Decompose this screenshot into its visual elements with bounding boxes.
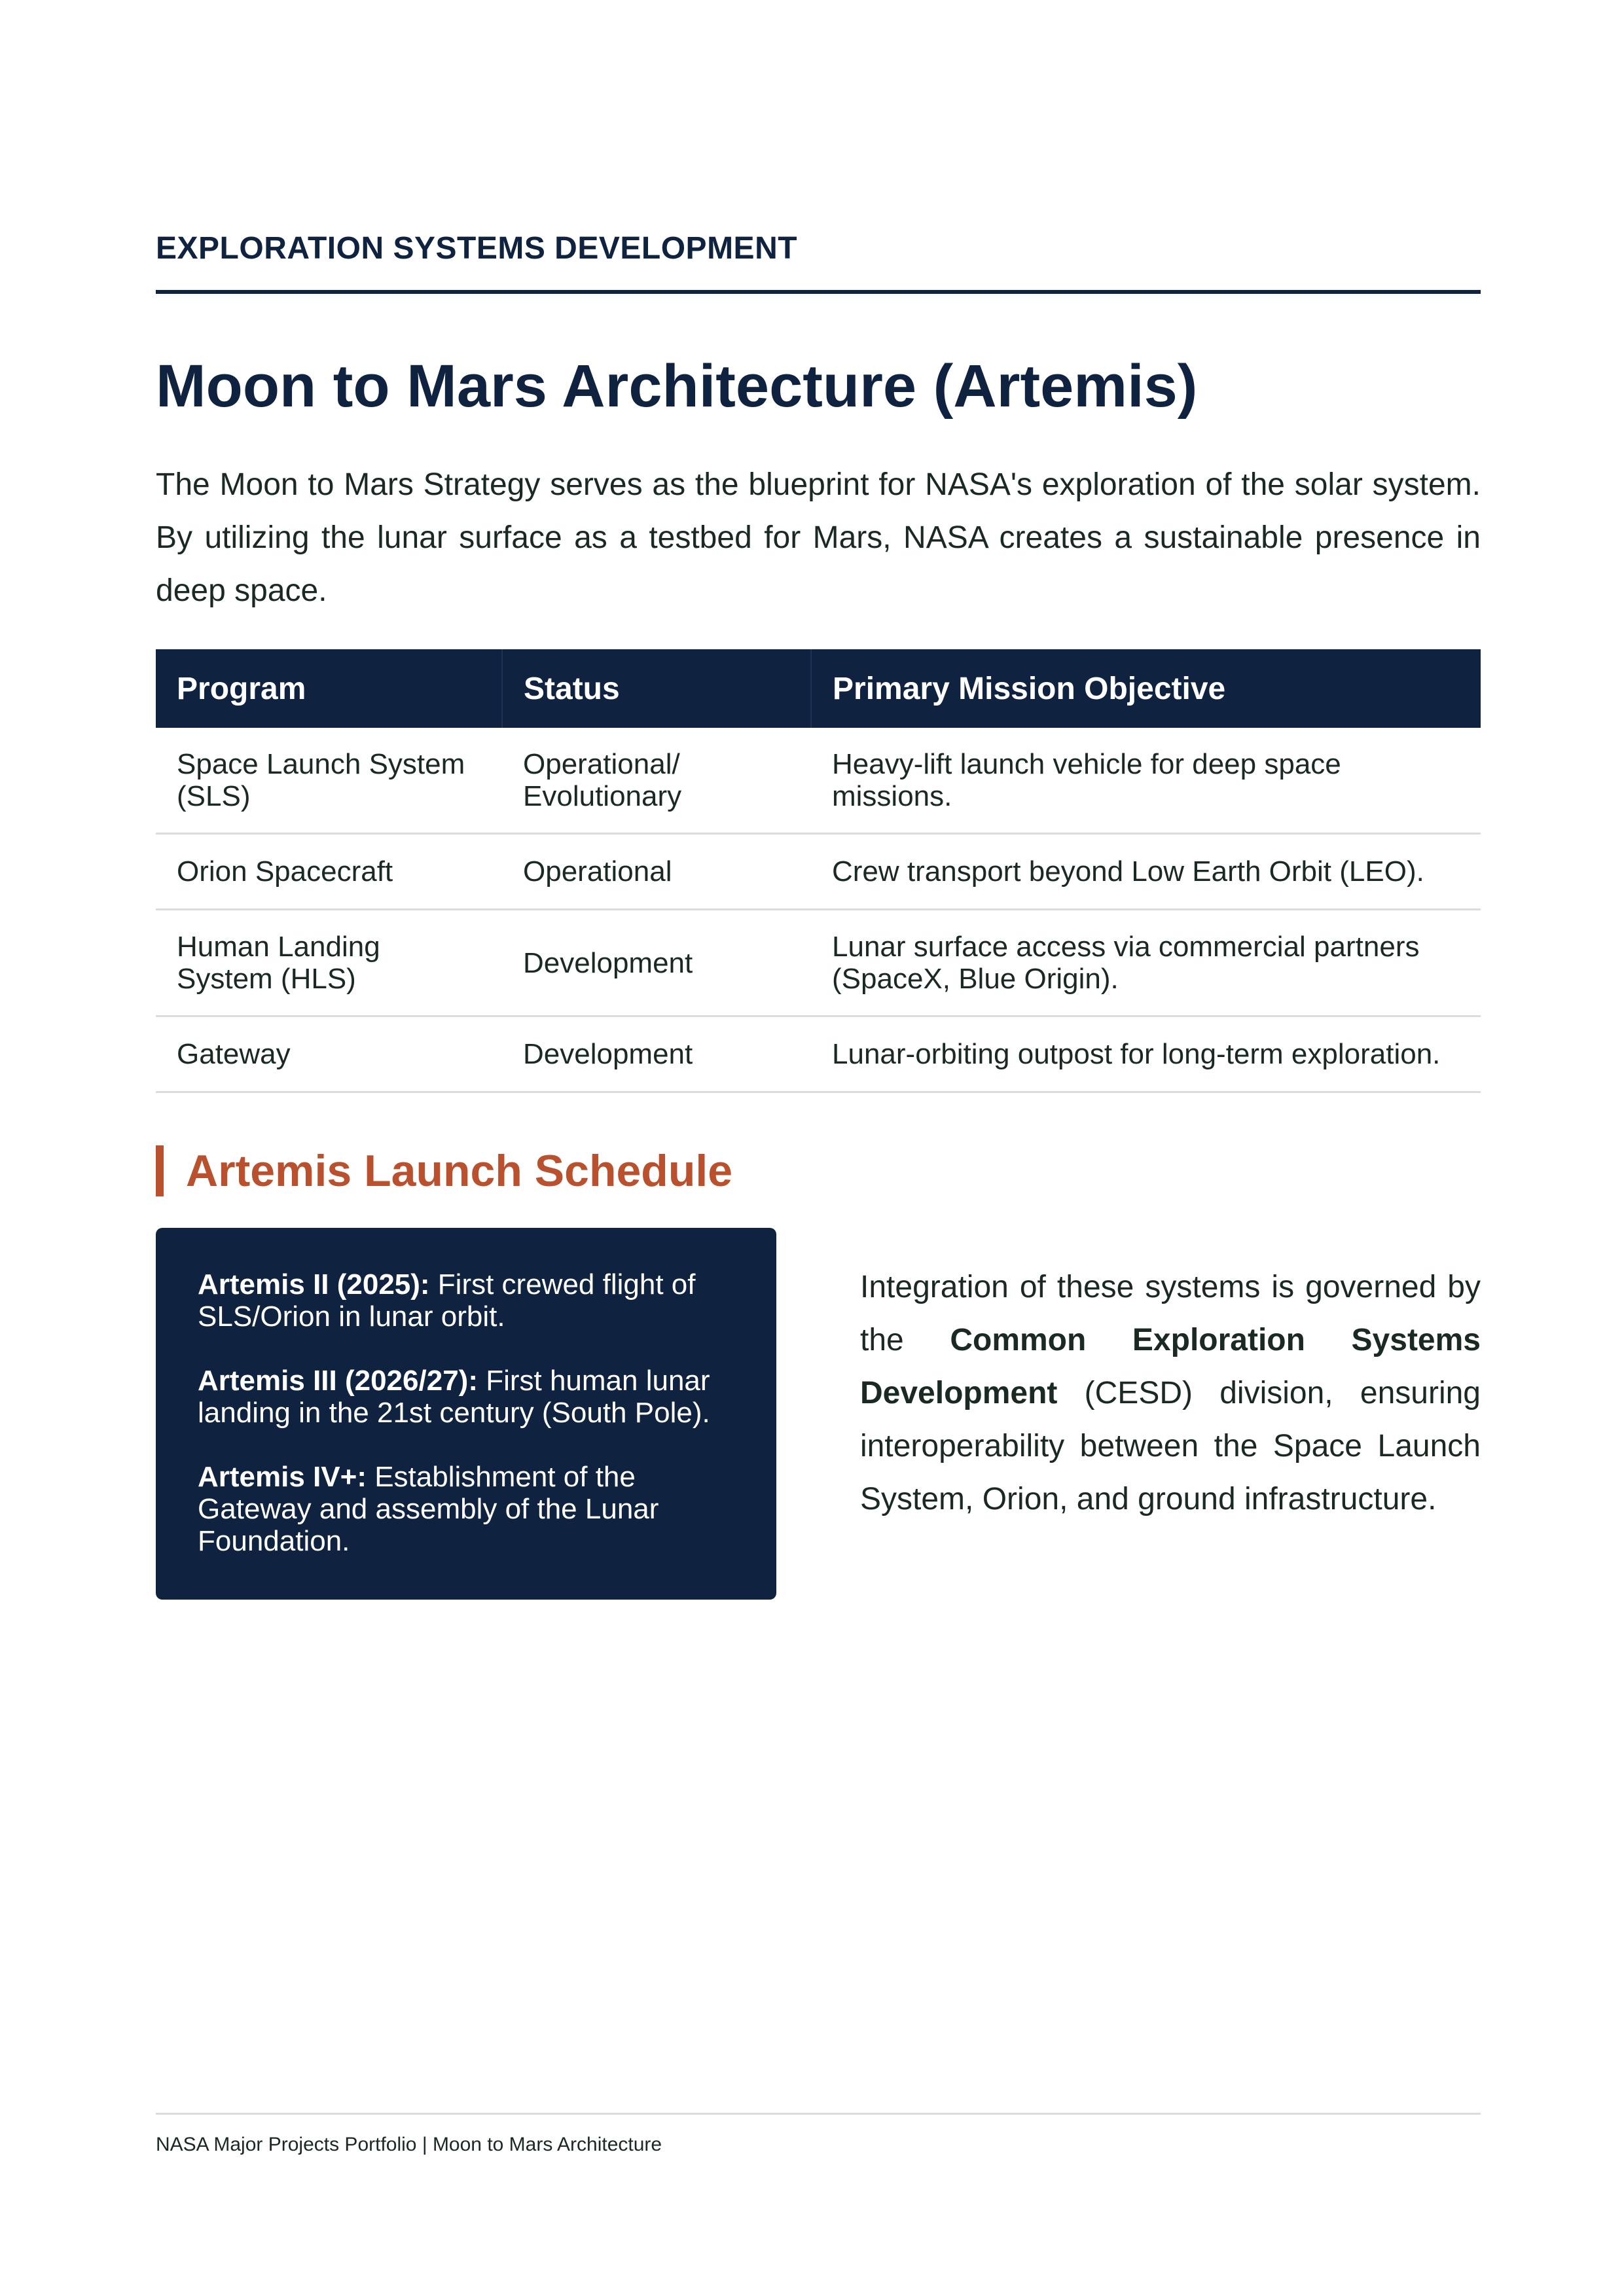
page-title: Moon to Mars Architecture (Artemis): [156, 353, 1198, 420]
column-header-program: Program: [156, 649, 502, 728]
schedule-item-text: First human lunar landing in the 21st century (South Pole).: [198, 1365, 710, 1429]
status-cell: Operational: [502, 834, 811, 910]
cesd-paragraph: [860, 1261, 1481, 1526]
schedule-item-label: Artemis II (2025):: [198, 1268, 430, 1300]
schedule-item: [198, 1268, 736, 1333]
column-header-status: Status: [502, 649, 811, 728]
section-label: EXPLORATION SYSTEMS DEVELOPMENT: [156, 231, 798, 266]
intro-paragraph: The Moon to Mars Strategy serves as the blueprint for NASA's exploration of the solar system. By utilizing the lunar surface as a testbed for Mars, NASA creates a sustainable presence in deep space.: [156, 467, 1481, 608]
column-header-objective: Primary Mission Objective: [811, 649, 1481, 728]
program-cell: Gateway: [156, 1016, 502, 1092]
objective-cell: Lunar surface access via commercial partners (SpaceX, Blue Origin).: [811, 910, 1481, 1016]
schedule-item-text: First crewed flight of SLS/Orion in lunar orbit.: [198, 1268, 696, 1333]
objective-cell: Crew transport beyond Low Earth Orbit (LEO).: [811, 834, 1481, 910]
program-cell: Human Landing System (HLS): [156, 910, 502, 1016]
program-cell: Space Launch System (SLS): [156, 728, 502, 834]
table-row: [156, 834, 1481, 910]
status-cell: Operational/ Evolutionary: [502, 728, 811, 834]
objective-cell: Heavy-lift launch vehicle for deep space missions.: [811, 728, 1481, 834]
table-row: [156, 728, 1481, 834]
objective-cell: Lunar-orbiting outpost for long-term exploration.: [811, 1016, 1481, 1092]
header-divider: [156, 290, 1481, 294]
status-cell: Development: [502, 1016, 811, 1092]
schedule-panel: [156, 1228, 776, 1600]
table-row: [156, 910, 1481, 1016]
schedule-item-text: Establishment of the Gateway and assembly of the Lunar Foundation.: [198, 1461, 659, 1557]
programs-table: [156, 649, 1481, 1093]
footer-text: NASA Major Projects Portfolio | Moon to Mars Architecture: [156, 2134, 662, 2155]
cesd-text-after: (CESD) division, ensuring interoperability between the Space Launch System, Orion, and ground infrastructure.: [860, 1376, 1481, 1516]
schedule-item: [198, 1461, 736, 1557]
table-header-row: [156, 649, 1481, 728]
schedule-heading: Artemis Launch Schedule: [156, 1145, 732, 1196]
table-row: [156, 1016, 1481, 1092]
status-cell: Development: [502, 910, 811, 1016]
document-page: [156, 0, 1481, 2296]
schedule-item-label: Artemis IV+:: [198, 1461, 367, 1493]
schedule-item-label: Artemis III (2026/27):: [198, 1365, 478, 1397]
cesd-text-before: Integration of these systems is governed by the: [860, 1270, 1481, 1357]
footer-divider: [156, 2113, 1481, 2115]
program-cell: Orion Spacecraft: [156, 834, 502, 910]
schedule-item: [198, 1365, 736, 1429]
cesd-emphasis: Common Exploration Systems Development: [860, 1323, 1481, 1410]
